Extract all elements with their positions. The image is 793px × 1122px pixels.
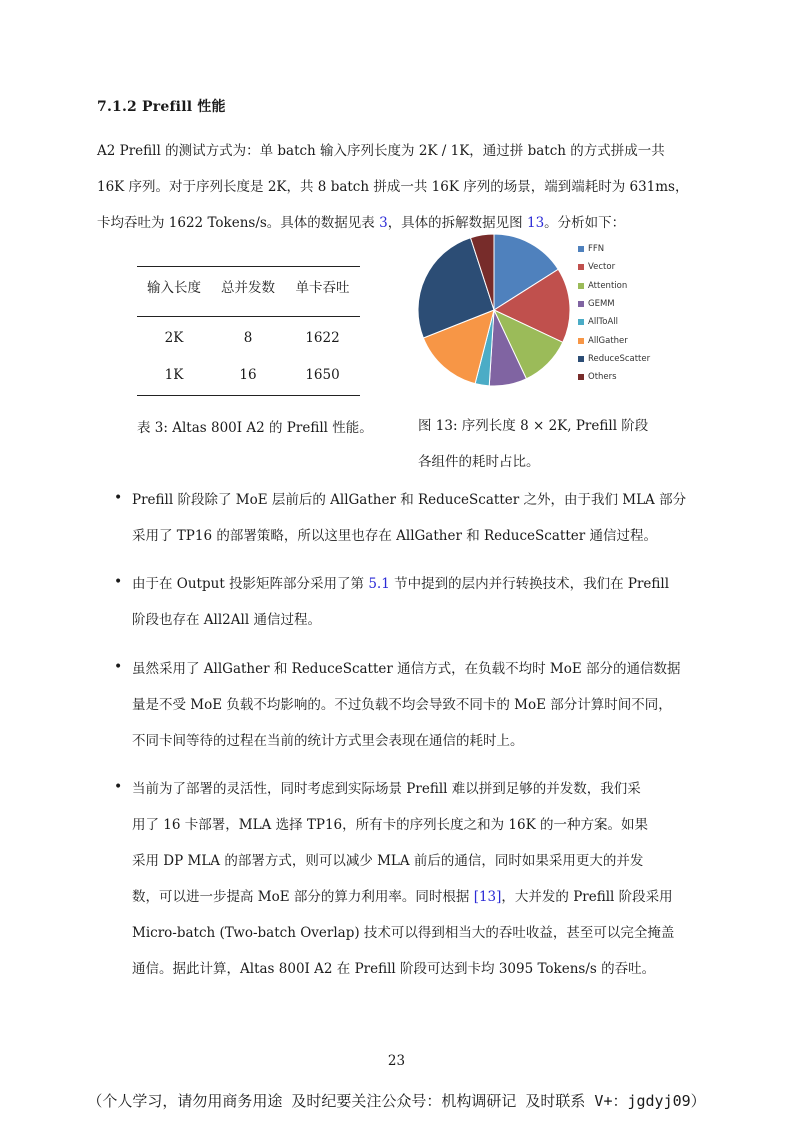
bullet-dot: • (114, 574, 123, 590)
bullet-2-line-1 (132, 574, 669, 594)
bullet-dot: • (114, 659, 123, 675)
bullet-4-line-3: 采用 DP MLA 的部署方式，则可以减少 MLA 前后的通信，同时如果采用更大的并发 (132, 853, 644, 869)
legend-label: AllToAll (588, 317, 619, 328)
table-cell: 8 (243, 329, 253, 346)
legend-label: FFN (588, 244, 605, 255)
legend-swatch (578, 301, 584, 307)
table-cell: 2K (164, 329, 184, 346)
table-mid-rule (137, 316, 360, 317)
table-header-cell: 总并发数 (221, 279, 275, 296)
legend-label: Vector (588, 262, 616, 273)
intro-line-3 (97, 213, 625, 233)
bullet-text: ，大并发的 Prefill 阶段采用 (501, 889, 673, 905)
legend-item (578, 277, 650, 295)
bullet-3-line-2: 量是不受 MoE 负载不均影响的。不过负载不均会导致不同卡的 MoE 部分计算时间不同， (132, 697, 672, 713)
legend-label: AllGather (588, 335, 628, 346)
bullet-4-line-2: 用了 16 卡部署，MLA 选择 TP16，所有卡的序列长度之和为 16K 的一种方案。如果 (132, 817, 648, 833)
legend-item (578, 258, 650, 276)
bullet-dot: • (114, 779, 123, 795)
table-row (137, 356, 360, 393)
legend-swatch (578, 374, 584, 380)
figure-caption-line-1: 图 13: 序列长度 8 × 2K, Prefill 阶段 (418, 418, 649, 434)
bullet-2-line-2: 阶段也存在 All2All 通信过程。 (132, 612, 321, 628)
legend-swatch (578, 264, 584, 270)
bullet-1-line-2: 采用了 TP16 的部署策略，所以这里也存在 AllGather 和 ReduceScatter 通信过程。 (132, 528, 657, 544)
table-header-cell: 单卡吞吐 (295, 279, 350, 296)
legend-label: ReduceScatter (588, 353, 651, 364)
bullet-text: 数，可以进一步提高 MoE 部分的算力利用率。同时根据 (132, 889, 474, 905)
pie-chart (416, 232, 572, 392)
legend-swatch (578, 319, 584, 325)
table-row (137, 319, 360, 356)
bullet-4-line-6: 通信。据此计算，Altas 800I A2 在 Prefill 阶段可达到卡均 3095 Tokens/s 的吞吐。 (132, 961, 656, 977)
performance-table (137, 266, 360, 396)
intro-text: 卡均吞吐为 1622 Tokens/s。具体的数据见表 (97, 215, 380, 231)
bullet-3-line-1: 虽然采用了 AllGather 和 ReduceScatter 通信方式，在负载不均时 MoE 部分的通信数据 (132, 661, 681, 677)
section-title: 7.1.2 Prefill 性能 (97, 99, 226, 115)
legend-item (578, 313, 650, 331)
bullet-4-line-5: Micro-batch (Two-batch Overlap) 技术可以得到相当大的吞吐收益，甚至可以完全掩盖 (132, 925, 675, 941)
legend-item (578, 295, 650, 313)
legend-item (578, 368, 650, 386)
table-cell: 1650 (305, 366, 340, 383)
figure-caption-line-2: 各组件的耗时占比。 (418, 454, 540, 470)
table-ref-link[interactable]: 3 (379, 215, 388, 231)
table-cell: 1622 (305, 329, 340, 346)
figure-ref-link[interactable]: 13 (526, 215, 545, 231)
legend-item (578, 350, 650, 368)
bullet-3-line-3: 不同卡间等待的过程在当前的统计方式里会表现在通信的耗时上。 (132, 733, 524, 749)
table-bottom-rule (137, 395, 360, 396)
legend-label: Attention (588, 280, 628, 291)
legend-swatch (578, 283, 584, 289)
page-number: 23 (387, 1053, 406, 1069)
table-cell: 1K (164, 366, 184, 383)
section-ref-link[interactable]: 5.1 (368, 576, 390, 592)
bullet-1-line-1: Prefill 阶段除了 MoE 层前后的 AllGather 和 ReduceScatter 之外，由于我们 MLA 部分 (132, 492, 687, 508)
legend-swatch (578, 246, 584, 252)
table-cell: 16 (239, 366, 257, 383)
legend-label: Others (588, 372, 617, 383)
bullet-dot: • (114, 490, 123, 506)
intro-line-1: A2 Prefill 的测试方式为：单 batch 输入序列长度为 2K / 1K，通过拼 batch 的方式拼成一共 (97, 143, 665, 159)
bullet-4-line-1: 当前为了部署的灵活性，同时考虑到实际场景 Prefill 难以拼到足够的并发数，我们采 (132, 781, 641, 797)
bullet-text: 节中提到的层内并行转换技术，我们在 Prefill (389, 576, 670, 592)
legend-swatch (578, 356, 584, 362)
chart-legend (578, 240, 650, 386)
table-caption: 表 3: Altas 800I A2 的 Prefill 性能。 (137, 420, 373, 436)
legend-item (578, 331, 650, 349)
table-header-row (137, 267, 360, 304)
intro-line-2: 16K 序列。对于序列长度是 2K，共 8 batch 拼成一共 16K 序列的场景，端到端耗时为 631ms， (97, 179, 689, 195)
legend-label: GEMM (588, 299, 615, 310)
footer-note: （个人学习，请勿用商务用途 及时纪要关注公众号：机构调研记 及时联系 V+：jgdyj09） (87, 1092, 706, 1110)
intro-text: ，具体的拆解数据见图 (387, 215, 527, 231)
pie-chart-svg (416, 232, 572, 388)
legend-item (578, 240, 650, 258)
citation-link[interactable]: [13] (473, 889, 502, 905)
bullet-4-line-4 (132, 887, 673, 907)
bullet-text: 由于在 Output 投影矩阵部分采用了第 (132, 576, 369, 592)
table-header-cell: 输入长度 (147, 279, 201, 296)
intro-text: 。分析如下： (544, 215, 626, 231)
legend-swatch (578, 338, 584, 344)
